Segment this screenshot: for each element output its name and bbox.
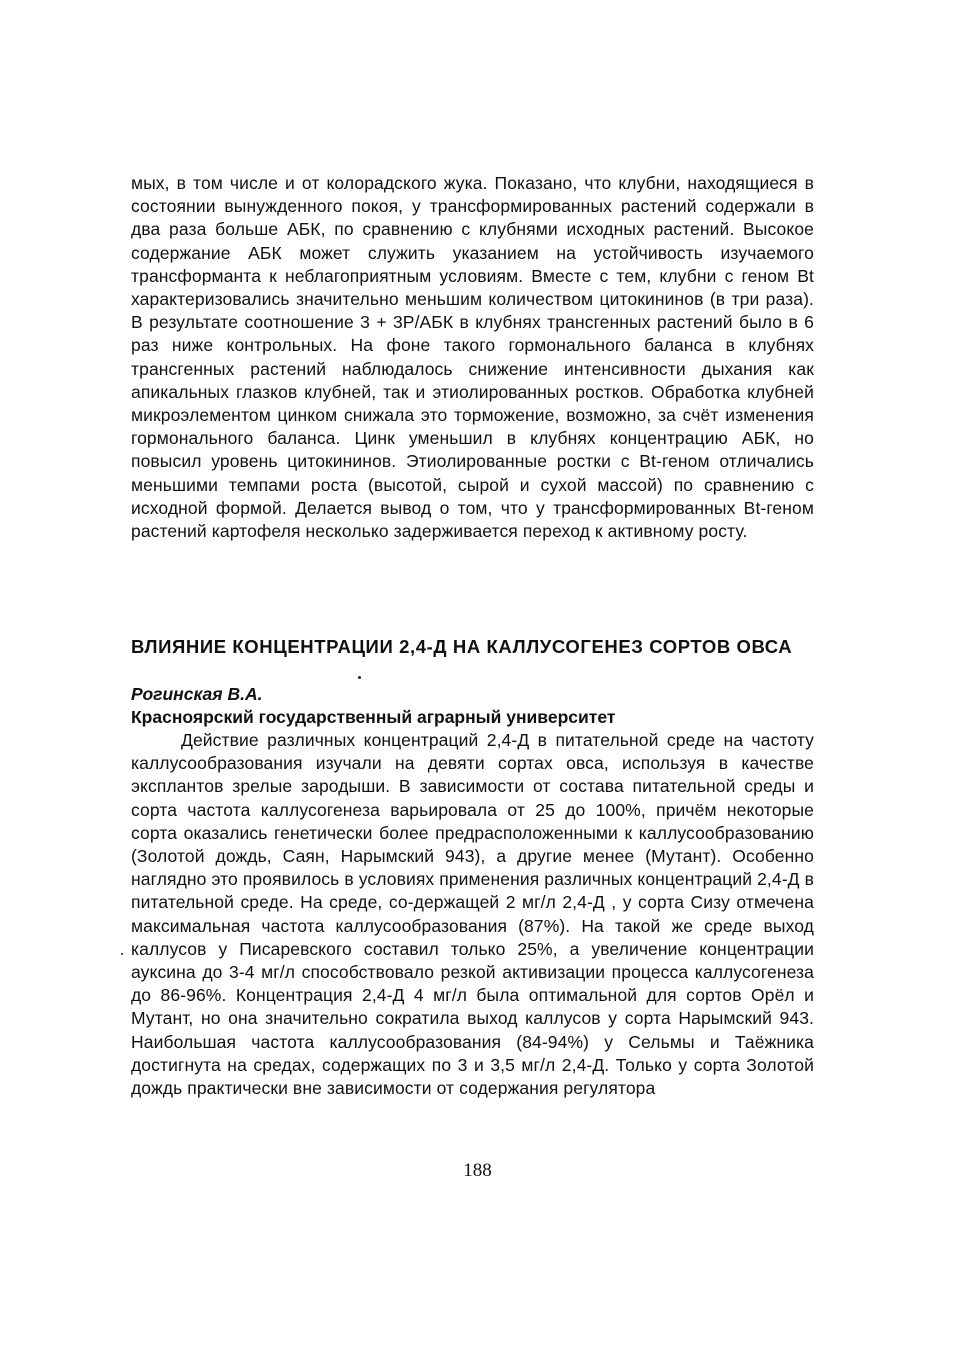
print-speck [121, 953, 123, 955]
article-title: ВЛИЯНИЕ КОНЦЕНТРАЦИИ 2,4-Д НА КАЛЛУСОГЕНЕЗ СОРТОВ ОВСА [131, 636, 793, 657]
article-author: Рогинская В.А. [131, 684, 263, 704]
paragraph-text: мых, в том числе и от колорадского жука. Показано, что клубни, находящиеся в состоянии вынужденного покоя, у трансформированных растений содержали в два раза больше АБК, по сравнению с клубнями исходных растений. Высокое содержание АБК может служить указанием на устойчивость изучаемого трансформанта к неблагоприятным условиям. Вместе с тем, клубни с геном Bt характеризовались значительно меньшим количеством цитокининов (в три раза). В результате соотношение 3 + 3Р/АБК в клубнях трансгенных растений было в 6 раз ниже контрольных. На фоне такого гормонального баланса в клубнях трансгенных растений наблюдалось снижение интенсивности дыхания как апикальных глазков клубней, так и этиолированных ростков. Обработка клубней микроэлементом цинком снижала это торможение, возможно, за счёт изменения гормонального баланса. Цинк уменьшил в клубнях концентрацию АБК, но повысил уровень цитокининов. Этиолированные ростки с Bt-геном отличались меньшими темпами роста (высотой, сырой и сухой массой) по сравнению с исходной формой. Делается вывод о том, что у трансформированных Bt-геном растений картофеля несколько задерживается переход к активному росту. [131, 173, 814, 542]
page-number: 188 [463, 1160, 492, 1181]
author-affiliation: Красноярский государственный аграрный университет [131, 707, 616, 727]
body-paragraph-continued [131, 172, 814, 543]
paragraph-text: Действие различных концентраций 2,4-Д в питательной среде на частоту каллусообразования изучали на девяти сортах овса, используя в качестве эксплантов зрелые зародыши. В зависимости от состава питательной среды и сорта частота каллусогенеза варьировала от 25 до 100%, причём некоторые сорта оказались генетически более предрасположенными к каллусообразованию (Золотой дождь, Саян, Нарымский 943), а другие менее (Мутант). Особенно наглядно это проявилось в условиях применения различных концентраций 2,4-Д в питательной среде. На среде, со-держащей 2 мг/л 2,4-Д , у сорта Сизу отмечена максимальная частота каллусообразования (87%). На такой же среде выход каллусов у Писаревского составил только 25%, а увеличение концентрации ауксина до 3-4 мг/л способствовало резкой активизации процесса каллусогенеза до 86-96%. Концентрация 2,4-Д 4 мг/л была оптимальной для сортов Орёл и Мутант, но она значительно сократила выход каллусов у сорта Нарымский 943. Наибольшая частота каллусообразования (84-94%) у Сельмы и Таёжника достигнута на средах, содержащих по 3 и 3,5 мг/л 2,4-Д. Только у сорта Золотой дождь практически вне зависимости от содержания регулятора [131, 730, 814, 1099]
print-speck [358, 676, 361, 679]
article-body-paragraph [131, 729, 814, 1100]
